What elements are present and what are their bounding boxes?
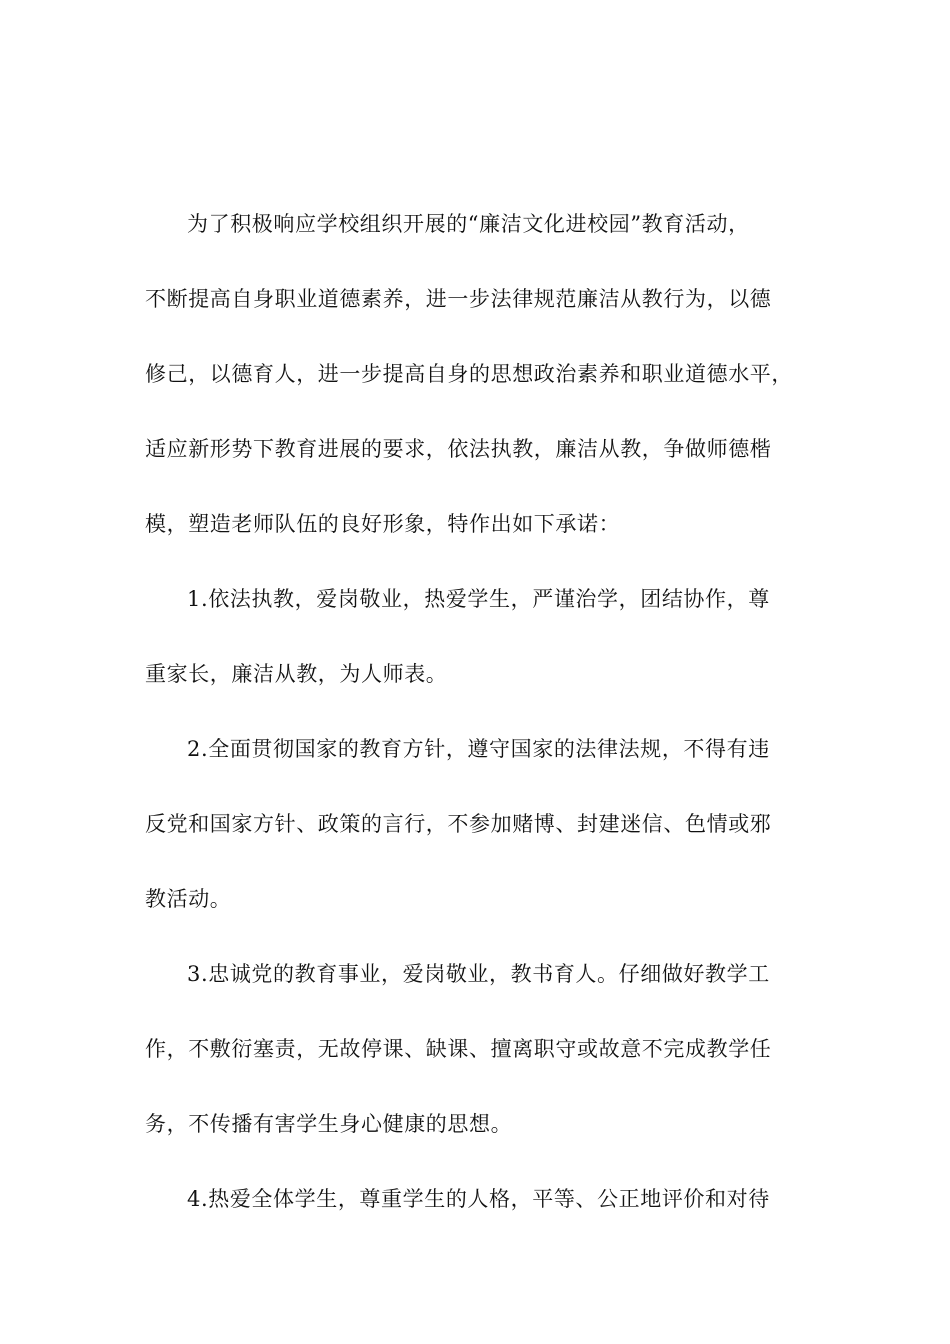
text-line: 3.忠诚党的教育事业，爱岗敬业，教书育人。仔细做好教学工 — [187, 962, 770, 986]
text-line: 模，塑造老师队伍的良好形象，特作出如下承诺： — [145, 512, 621, 536]
text-line: 4.热爱全体学生，尊重学生的人格，平等、公正地评价和对待 — [187, 1187, 770, 1211]
text-line: 1.依法执教，爱岗敬业，热爱学生，严谨治学，团结协作，尊 — [187, 587, 770, 611]
text-line: 反党和国家方针、政策的言行，不参加赌博、封建迷信、色情或邪 — [145, 812, 772, 836]
document-body — [145, 200, 809, 1250]
text-line: 重家长，廉洁从教，为人师表。 — [145, 662, 448, 686]
text-line: 作，不敷衍塞责，无故停课、缺课、擅离职守或故意不完成教学任 — [145, 1037, 772, 1061]
text-line: 不断提高自身职业道德素养，进一步法律规范廉洁从教行为，以德 — [145, 287, 772, 311]
text-line: 修己，以德育人，进一步提高自身的思想政治素养和职业道德水平， — [145, 362, 793, 386]
text-line: 教活动。 — [145, 887, 232, 911]
text-line: 2.全面贯彻国家的教育方针，遵守国家的法律法规，不得有违 — [187, 737, 770, 761]
text-line: 为了积极响应学校组织开展的“廉洁文化进校园”教育活动， — [187, 212, 750, 236]
text-line: 适应新形势下教育进展的要求，依法执教，廉洁从教，争做师德楷 — [145, 437, 772, 461]
text-line: 务，不传播有害学生身心健康的思想。 — [145, 1112, 513, 1136]
